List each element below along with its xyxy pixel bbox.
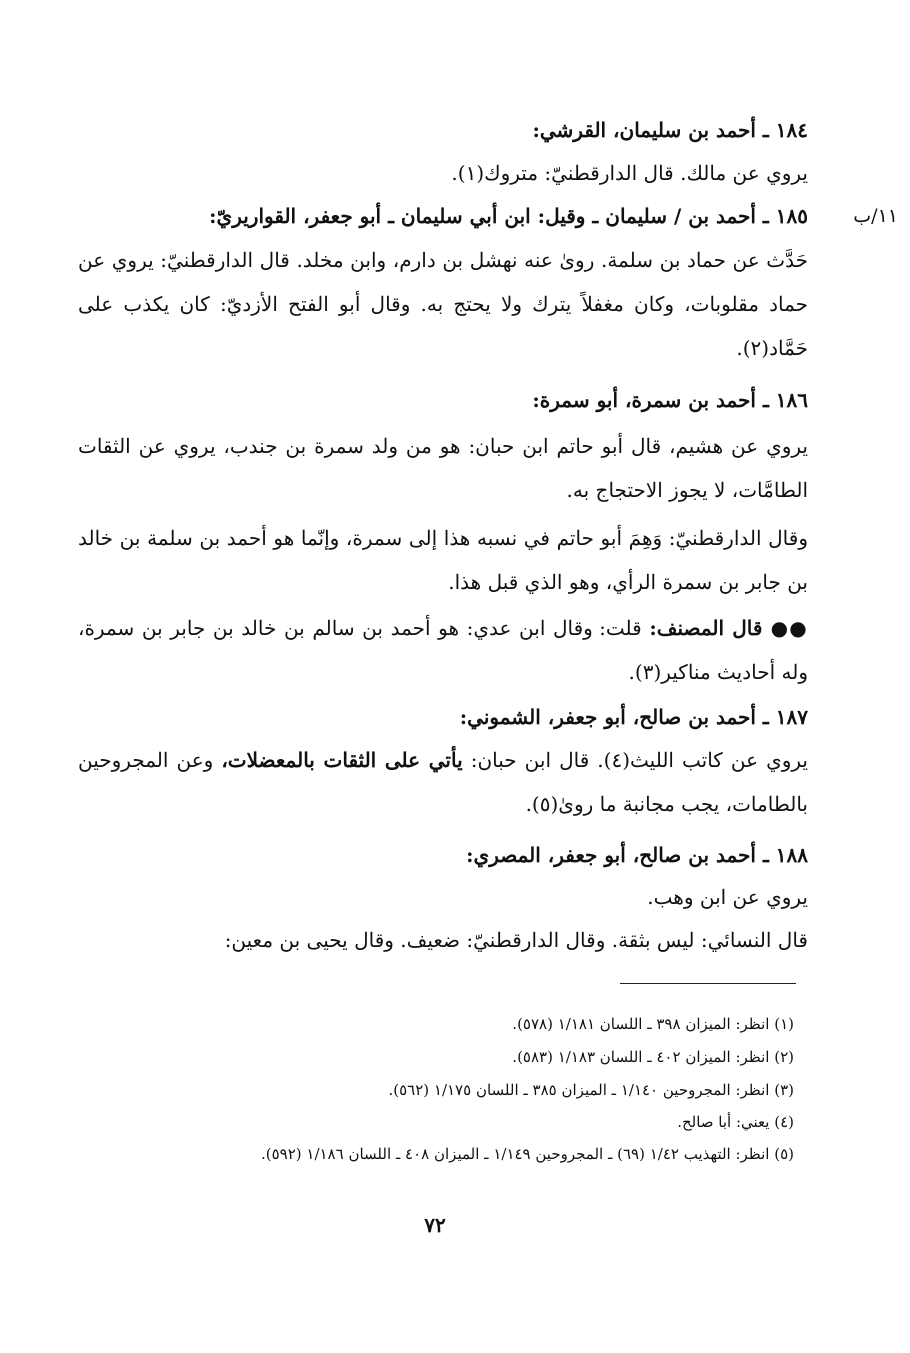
page-number: ٧٢	[424, 1213, 446, 1237]
footnote-5: (٥) انظر: التهذيب ١/٤٢ (٦٩) ـ المجروحين ١/١٤٩ ـ الميزان ٤٠٨ ـ اللسان ١/١٨٦ (٥٩٢).	[260, 1145, 794, 1163]
entry-187-body	[78, 738, 808, 826]
entry-187-body-end: وعن المجروحين بالطامات، يجب مجانبة ما روىٰ(٥).	[78, 748, 808, 816]
footnote-3: (٣) انظر: المجروحين ١/١٤٠ ـ الميزان ٣٨٥ ـ اللسان ١/١٧٥ (٥٦٢).	[388, 1081, 794, 1099]
entry-187-body-bold: يأتي على الثقات بالمعضلات،	[221, 748, 463, 772]
entry-188-heading: ١٨٨ ـ أحمد بن صالح، أبو جعفر، المصري:	[466, 843, 808, 867]
entry-187-heading: ١٨٧ ـ أحمد بن صالح، أبو جعفر، الشموني:	[459, 705, 808, 729]
entry-185-body: حَدَّث عن حماد بن سلمة. روىٰ عنه نهشل بن دارم، وابن مخلد. قال الدارقطنيّ: يروي عن حماد مقلوبات، وكان مغفلاً يترك ولا يحتج به. وقال أبو الفتح الأزديّ: كان يكذب على حَمَّاد(٢).	[78, 248, 808, 360]
entry-186-author-note	[78, 606, 808, 694]
entry-186-body-1: يروي عن هشيم، قال أبو حاتم ابن حبان: هو من ولد سمرة بن جندب، يروي عن الثقات الطامَّات، لا يجوز الاحتجاج به.	[78, 434, 808, 502]
entry-188-body-2: قال النسائي: ليس بثقة. وقال الدارقطنيّ: ضعيف. وقال يحيى بن معين:	[224, 928, 808, 952]
footnote-divider	[620, 983, 796, 984]
entry-186-body-2: وقال الدارقطنيّ: وَهِمَ أبو حاتم في نسبه هذا إلى سمرة، وإنّما هو أحمد بن سلمة بن خالد بن جابر بن سمرة الرأي، وهو الذي قبل هذا.	[78, 526, 808, 594]
entry-184-body: يروي عن مالك. قال الدارقطنيّ: متروك(١).	[451, 161, 808, 185]
author-marker: ●● قال المصنف:	[649, 616, 808, 640]
footnote-1: (١) انظر: الميزان ٣٩٨ ـ اللسان ١/١٨١ (٥٧٨).	[512, 1015, 794, 1033]
entry-188-body-1: يروي عن ابن وهب.	[647, 885, 808, 909]
footnote-4: (٤) يعني: أبا صالح.	[677, 1113, 794, 1131]
entry-186-heading: ١٨٦ ـ أحمد بن سمرة، أبو سمرة:	[532, 388, 808, 412]
footnote-2: (٢) انظر: الميزان ٤٠٢ ـ اللسان ١/١٨٣ (٥٨٣).	[512, 1048, 794, 1066]
manuscript-folio-marker: ١١/ب	[853, 205, 898, 227]
entry-184-heading: ١٨٤ ـ أحمد بن سليمان، القرشي:	[532, 118, 808, 142]
entry-186-body-3: قلت: وقال ابن عدي: هو أحمد بن سالم بن خالد بن جابر بن سمرة، وله أحاديث مناكير(٣).	[78, 616, 808, 684]
entry-187-body-start: يروي عن كاتب الليث(٤). قال ابن حبان:	[462, 748, 808, 772]
entry-185-heading: ١٨٥ ـ أحمد بن / سليمان ـ وقيل: ابن أبي سليمان ـ أبو جعفر، القواريريّ:	[209, 204, 808, 228]
